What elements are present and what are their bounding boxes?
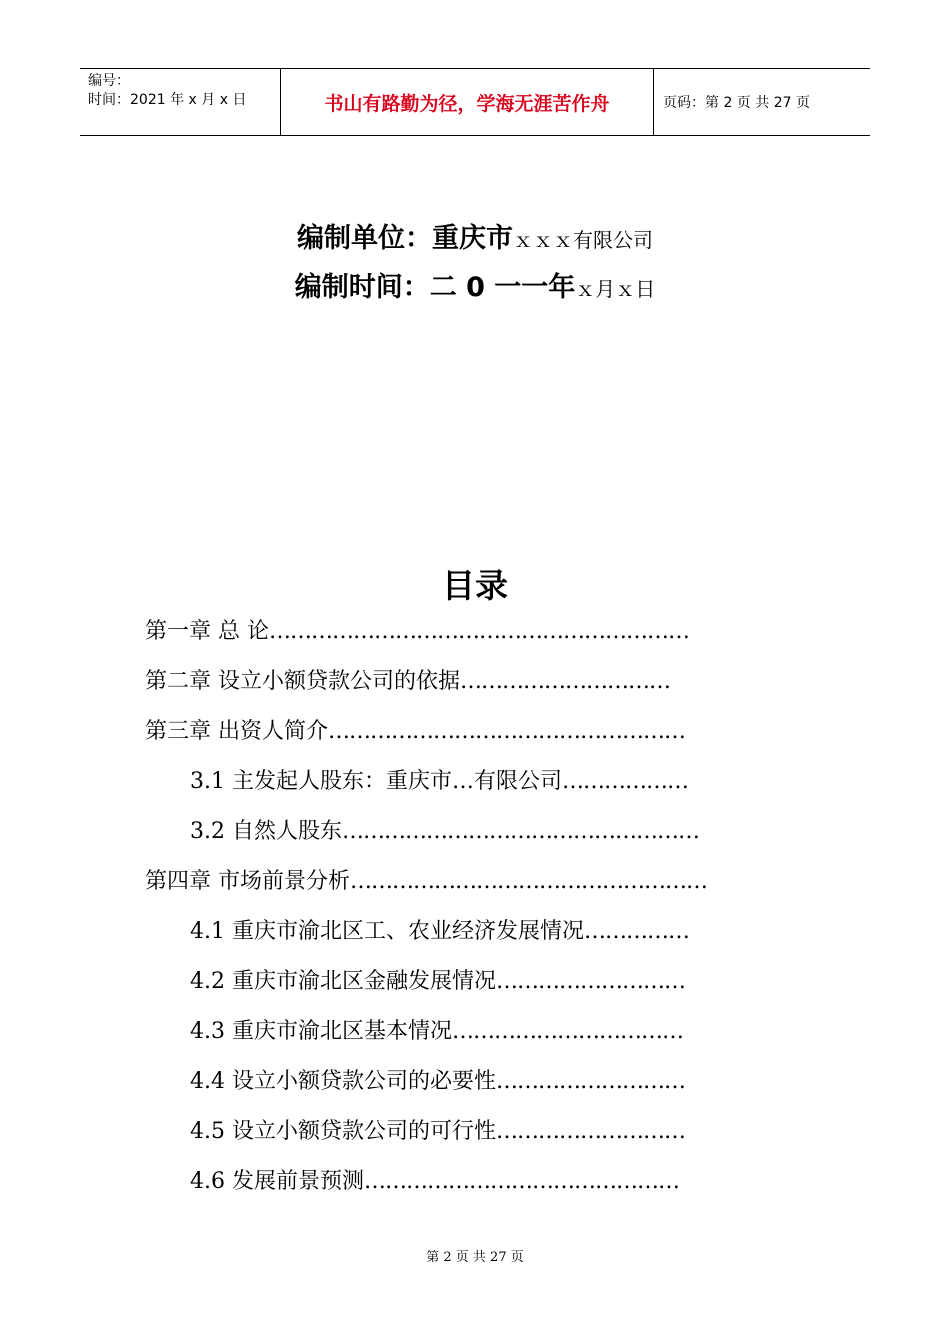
toc-item-dots: ……………………………………… [363,1169,679,1194]
toc-item-text: 4.4 设立小额贷款公司的必要性 [190,1069,496,1094]
header-motto: 书山有路勤为径，学海无涯苦作舟 [281,69,654,135]
toc-item-dots: …………………………… [451,1019,683,1044]
toc-item[interactable] [190,762,688,802]
toc-item[interactable] [145,612,689,652]
header-meta [80,69,281,135]
toc-item-text: 第二章 设立小额贷款公司的依据 [145,669,460,694]
toc-item-text: 4.3 重庆市渝北区基本情况 [190,1019,452,1044]
compile-time-label: 编制时间：二 0 一一年 [294,272,576,303]
header-page-info: 页码：第 2 页 共 27 页 [663,95,810,111]
compile-time [0,265,950,304]
toc-item-text: 第一章 总 论 [145,619,269,644]
toc-item-dots: …………………………………………… [350,869,707,894]
toc-item-dots: ……………… [561,769,688,794]
toc-item[interactable] [190,1112,685,1152]
toc-item-text: 第三章 出资人简介 [145,719,328,744]
toc-item-dots: …………… [583,919,689,944]
toc-item[interactable] [145,862,707,902]
toc-item-dots: …………………………………………………… [269,619,689,644]
toc-item-dots: ………………………… [460,669,670,694]
toc-item-text: 3.2 自然人股东 [190,819,342,844]
header-time: 时间：2021 年 x 月 x 日 [88,92,247,108]
toc-item[interactable] [190,812,699,852]
toc-item-dots: …………………………………………… [341,819,699,844]
compile-unit-label: 编制单位：重庆市 [297,223,513,254]
toc-title: 目录 [442,566,508,605]
page-footer: 第 2 页 共 27 页 [426,1250,524,1265]
toc-item-text: 3.1 主发起人股东：重庆市…有限公司 [190,769,562,794]
toc-item[interactable] [190,1062,685,1102]
header-number: 编号： [88,73,130,89]
toc-item[interactable] [145,712,685,752]
toc-item-text: 4.6 发展前景预测 [190,1169,364,1194]
toc-item-dots: …………………………………………… [328,719,685,744]
toc-item-text: 4.5 设立小额贷款公司的可行性 [190,1119,496,1144]
toc-item[interactable] [190,1162,679,1202]
compile-unit-value: ｘｘｘ有限公司 [513,228,653,252]
page-header [80,68,870,136]
compile-unit [0,216,950,255]
toc-item-text: 第四章 市场前景分析 [145,869,350,894]
toc-item-text: 4.2 重庆市渝北区金融发展情况 [190,969,496,994]
toc-item-text: 4.1 重庆市渝北区工、农业经济发展情况 [190,919,584,944]
toc-item-dots: ……………………… [495,1069,685,1094]
compile-time-value: ｘ月ｘ日 [575,277,656,301]
toc-item-dots: ……………………… [495,969,685,994]
toc-item[interactable] [190,1012,683,1052]
toc-item[interactable] [190,912,689,952]
toc-item-dots: ……………………… [495,1119,685,1144]
toc-item[interactable] [190,962,685,1002]
toc-item[interactable] [145,662,670,702]
